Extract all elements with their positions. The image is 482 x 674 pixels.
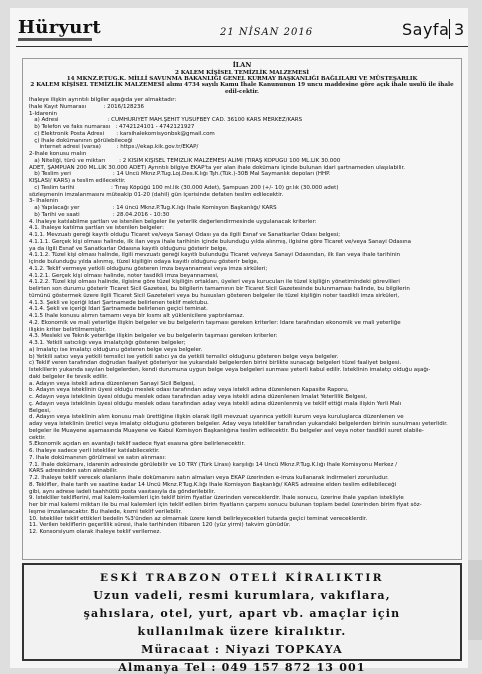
- notice-body-line: 4.1.2. Teklif vermeye yetkili olduğunu gösteren imza beyannamesi veya imza sirküleri;: [29, 265, 268, 272]
- notice-body-line: İsteklilerin yukarıda sayılan belgelerden, kendi durumuna uygun belge veya belgeleri sunması yeterli kabul edilir. İsteklinin imalatçı olduğu aşağı-: [29, 367, 431, 374]
- notice-body-line: 7.2. İhaleye teklif verecek olanların ihale dokümanını satın almaları veya EKAP üzerinden e-imza kullanarak indirmeleri zorunludur.: [29, 475, 389, 482]
- notice-body-line: 2-İhale konusu malın: [29, 151, 87, 158]
- notice-body-line: 4.1.5 İhale konusu alımın tamamı veya bir kısmı alt yüklenicilere yaptırılamaz.: [29, 313, 245, 320]
- notice-body-line: a) İmalatçı ise imalatçı olduğunu gösteren belge veya belgeler.: [29, 346, 203, 353]
- notice-body-line: 7.1. İhale dokümanı, idarenin adresinde görülebilir ve 10 TRY (Türk Lirası) karşılığı 14 Üncü Mknz.P.Tug.K.lığı İhale Komisyonu Merkez /: [29, 461, 397, 468]
- notice-body-line: 4.3.1. Yetkili satıcılığı veya imalatçılığı gösteren belgeler;: [29, 340, 186, 347]
- notice-title: İLAN: [232, 61, 252, 69]
- notice-headline-line: 2 KALEM KİŞİSEL TEMİZLİK MALZEMESİ alımı 4734 sayılı Kamu İhale Kanununun 19 uncu maddesine göre açık ihale usulü ile ihale: [30, 82, 454, 89]
- notice-body-line: 11. Verilen tekliflerin geçerlilik süresi, ihale tarihinden itibaren 120 (yüz yirmi) takvim günüdür.: [29, 522, 291, 529]
- notice-body-line: Belgesi,: [29, 407, 51, 414]
- notice-body-line: KARS adresinden satın alınabilir.: [29, 468, 118, 475]
- notice-body-line: a) Niteliği, türü ve miktarı : 2 KISIM KİŞİSEL TEMİZLİK MALZEMESİ ALIMI (TIRAŞ KÖPÜĞÜ 100 ML.LİK 30.000: [29, 157, 341, 164]
- classified-ad: [22, 563, 462, 674]
- publication-date: 21 NİSAN 2016: [220, 27, 314, 38]
- page-number: 3: [454, 20, 465, 39]
- page-header: [10, 8, 468, 50]
- notice-body-line: sözleşmenin imzalanmasını müteakip 01-20 (dahil) gün içerisinde defaten teslim edilecektir.: [29, 191, 284, 198]
- notice-body-line: a) Adresi : CUMHURİYET MAH.ŞEHİT YUSUFBEY CAD. 36100 KARS MERKEZ/KARS: [29, 117, 303, 124]
- notice-body-line: 4.1.1.2. Tüzel kişi olması halinde, ilgili mevzuatı gereği kayıtlı bulunduğu Ticaret ve/veya Sanayi Odasından, ilk ilan veya ihale tarihinin: [29, 252, 401, 259]
- notice-headline-line: edil-cektir.: [225, 88, 259, 95]
- notice-body-line: 4. İhaleye katılabilme şartları ve istenilen belgeler ile yeterlik değerlendirmesinde uygulanacak kriterler:: [29, 218, 317, 225]
- ad-line: Almanya Tel : 049 157 872 13 001: [118, 661, 366, 674]
- notice-body-line: 6. İhaleye sadece yerli istekliler katılabilecektir.: [29, 448, 160, 455]
- notice-body-line: c. Adayın veya isteklinin üyesi olduğu meslek odası tarafından aday veya istekli adına düzenlenen İmalat Yeterlilik Belgesi,: [29, 394, 368, 401]
- notice-body-line: 9. İstekliler tekliflerini, mal kalem-kalemleri için teklif birim fiyatlar üzerinden vereceklerdir. İhale sonucu, üzerine ihale yapılan istekliyle: [29, 495, 404, 502]
- notice-body-line: 4.1. İhaleye katılma şartları ve istenilen belgeler:: [29, 225, 164, 232]
- notice-body-line: 4.1.1. Mevzuatı gereği kayıtlı olduğu Ticaret ve/veya Sanayi Odası ya da ilgili Esnaf ve Sanatkarlar Odası belgesi;: [29, 232, 341, 239]
- notice-body-line: cektir.: [29, 434, 46, 441]
- notice-body-line: 4.1.1.1. Gerçek kişi olması halinde, ilk ilan veya ihale tarihinin içinde bulunduğu yılda alınmış, ilgisine göre Ticaret ve/veya Sanayi Odasına: [29, 238, 411, 245]
- ad-line: ESKİ TRABZON OTELİ KİRALIKTIR: [99, 572, 385, 584]
- notice-body-line: b. Adayın veya isteklinin üyesi olduğu meslek odası tarafından aday veya istekli adına düzenlenen Kapasite Raporu,: [29, 387, 349, 394]
- notice-body-line: 3- İhalenin: [29, 198, 59, 205]
- notice-body-line: c) Teklif veren tarafından doğrudan faaliyet gösteriyor ise yukarıdaki belgelerden birini birlikte sunacağı belgeleri tüzel faaliyet belgesi.: [29, 360, 402, 367]
- header-separator: [449, 19, 450, 39]
- notice-body-line: b) Yetkili satıcı veya yetkili temsilci ise yetkili satıcı ya da yetkili temsilci olduğunu gösteren belge veya belgeler.: [29, 353, 339, 360]
- notice-body-line: tümünü göstermek üzere ilgili Ticaret Sicil Gazeteleri veya bu hususları gösteren belgeler ile tüzel kişiliğin noter tasdikli imza sirküleri,: [29, 292, 400, 299]
- notice-body-line: 12. Konsorsiyum olarak ihaleye teklif verilemez.: [29, 529, 162, 536]
- notice-body-line: leşme imzalanacaktır. Bu ihalede, kısmi teklif verilebilir.: [29, 508, 182, 515]
- notice-body-line: KIŞLASI/ KARS) a teslim edilecektir.: [29, 178, 126, 185]
- notice-body-line: 4.1.3. Şekli ve içeriği İdari Şartnamede belirlenen teklif mektubu.: [29, 299, 209, 306]
- notice-body-line: b) Telefon ve faks numarası : 4742124101 - 4742121927: [29, 124, 195, 131]
- notice-body-line: içinde bulunduğu yılda alınmış, tüzel kişiliğin odaya kayıtlı olduğunu gösterir belge,: [29, 259, 259, 266]
- notice-body-line: a. Adayın veya istekli adına düzenlenen Sanayi Sicil Belgesi,: [29, 380, 195, 387]
- ad-line: kullanılmak üzere kiralıktır.: [137, 625, 347, 638]
- notice-body-line: ADET, ŞAMPUAN 200 ML.LİK 30.000 ADET) Ayrıntılı bilgiye EKAP'ta yer alan ihale dokümanı içinde bulunan idari şartnameden ulaşılabilir.: [29, 164, 406, 171]
- newspaper-page: [10, 8, 468, 674]
- ad-line: Uzun vadeli, resmi kurumlara, vakıflara,: [93, 589, 391, 602]
- notice-headline-line: 14 MKNZ.P.TUG.K. MİLLİ SAVUNMA BAKANLIĞI GENEL KURMAY BAŞKANLIĞI BAĞLILARI VE MÜSTEŞARLIK: [66, 76, 418, 82]
- ad-line: şahıslara, otel, yurt, apart vb. amaçlar için: [83, 607, 401, 620]
- notice-body-line: İhaleye ilişkin ayrıntılı bilgiler aşağıda yer almaktadır:: [29, 97, 177, 104]
- header-rule: [16, 46, 468, 47]
- notice-body-line: ç. Adayın veya isteklinin üyesi olduğu meslek odası tarafından aday veya istekli adına düzenlenmiş ve teklif ettiği mala ilişkin Yerli Malı: [29, 400, 402, 407]
- notice-body-line: c) Teslim tarihi : Tıraş Köpüğü 100 ml.lik (30.000 Adet), Şampuan 200 (+/- 10) gr.lık (30.000 adet): [29, 184, 339, 191]
- notice-body-line: b) Teslim yeri : 14 Üncü Mknz.P.Tug.Loj.Des.K.lığı Tşh.(Tük.)-30B Mal Saymanlık depoları (HHP.: [29, 171, 331, 178]
- notice-body: [29, 97, 455, 536]
- notice-body-line: internet adresi (varsa) : https://ekap.kik.gov.tr/EKAP/: [29, 144, 199, 151]
- notice-body-line: aday veya isteklinin üretici veya imalatçı olduğunu gösteren belgeler. Aday veya istekliler tarafından yukarıdaki belgelerden birinin sunulması yeterlidir.: [29, 421, 448, 428]
- notice-body-line: 8. Teklifler, ihale tarih ve saatine kadar 14 Üncü Mknz.P.Tug.K.lığı İhale Komisyon Başkanlığı/ KARS adresine elden teslim edilebileceği: [29, 481, 397, 488]
- notice-body-line: her bir mal kalemi miktarı ile bu mal kalemleri için teklif edilen birim fiyatların çarpımı sonucu bulunan toplam bedel üzerinden birim fiyat söz-: [29, 502, 422, 509]
- notice-body-line: 10. İstekliler teklif ettikleri bedelin %3'ünden az olmamak üzere kendi belirleyecekleri tutarda geçici teminat vereceklerdir.: [29, 515, 368, 522]
- notice-body-line: a) Yapılacağı yer : 14 üncü Mknz.P.Tug.K.lığı İhale Komisyon Başkanlığı/ KARS: [29, 205, 277, 212]
- notice-body-line: 4.1.2.1. Gerçek kişi olması halinde, noter tasdikli imza beyannamesi,: [29, 272, 219, 279]
- notice-body-line: ya da ilgili Esnaf ve Sanatkarlar Odasına kayıtlı olduğunu gösterir belge,: [29, 245, 228, 252]
- notice-body-line: c) Elektronik Posta Adresi : karsihalekomisyonbsk@gmail.com: [29, 130, 215, 137]
- section-label: Sayfa: [402, 20, 450, 39]
- notice-body-line: gibi, aynı adrese iadeli taahhütlü posta vasıtasıyla da gönderilebilir.: [29, 488, 216, 495]
- ad-line: Müracaat : Niyazi TOPKAYA: [141, 643, 343, 656]
- notice-body-line: daki belgeler ile tevsik edilir.: [29, 373, 108, 380]
- logo-tagline-bar: [18, 38, 92, 41]
- notice-headline: [29, 70, 455, 96]
- notice-body-line: 4.2. Ekonomik ve mali yeterliğe ilişkin belgeler ve bu belgelerin taşıması gereken kriterler: İdare tarafından ekonomik ve mali yeterliğe: [29, 319, 401, 326]
- notice-body-line: d. Adayın veya isteklinin alım konusu malı ürettiğine ilişkin olarak ilgili mevzuat uyarınca yetkili kurum veya kuruluşlarca düzenlenen ve: [29, 414, 404, 421]
- notice-body-line: belirten son durumu gösterir Ticaret Sicil Gazetesi, bu bilgilerin tamamının bir Ticaret Sicil Gazetesinde bulunmaması halinde, bu bilgilerin: [29, 286, 410, 293]
- notice-body-line: 5.Ekonomik açıdan en avantajlı teklif sadece fiyat esasına göre belirlenecektir.: [29, 441, 245, 448]
- notice-body-line: b) Tarihi ve saati : 28.04.2016 - 10:30: [29, 211, 170, 218]
- notice-body-line: 7. İhale dokümanının görülmesi ve satın alınması:: [29, 454, 166, 461]
- newspaper-logo: [18, 17, 102, 40]
- logo-text: Hüryurt: [18, 17, 102, 38]
- notice-body-line: İhale Kayıt Numarası : 2016/128236: [29, 103, 144, 110]
- notice-body-line: 1-İdarenin: [29, 110, 57, 117]
- notice-headline-line: 2 KALEM KİŞİSEL TEMİZLİK MALZEMESİ: [174, 69, 310, 76]
- tender-notice: [22, 58, 462, 560]
- notice-body-line: ilişkin kriter belirtilmemiştir.: [29, 326, 107, 333]
- notice-body-line: 4.1.4. Şekli ve içeriği İdari Şartnamede belirlenen geçici teminat.: [29, 306, 208, 313]
- adjacent-page-edge: [468, 560, 482, 640]
- notice-body-line: ç) İhale dokümanının görülebileceği: [29, 137, 133, 144]
- notice-body-line: 4.3. Mesleki ve Teknik yeterliğe ilişkin belgeler ve bu belgelerin taşıması gereken kriterler:: [29, 333, 278, 340]
- notice-body-line: 4.1.2.2. Tüzel kişi olması halinde, ilgisine göre tüzel kişiliğin ortakları, üyeleri veya kurucuları ile tüzel kişiliğin yönetimindeki görevlileri: [29, 279, 400, 286]
- notice-body-line: belgeler ile Muayene aşamasında Muayene ve Kabul Komisyon Başkanlığına teslim edilecektir. Bu belgeler asıl veya noter tasdikli suret olabile-: [29, 427, 424, 434]
